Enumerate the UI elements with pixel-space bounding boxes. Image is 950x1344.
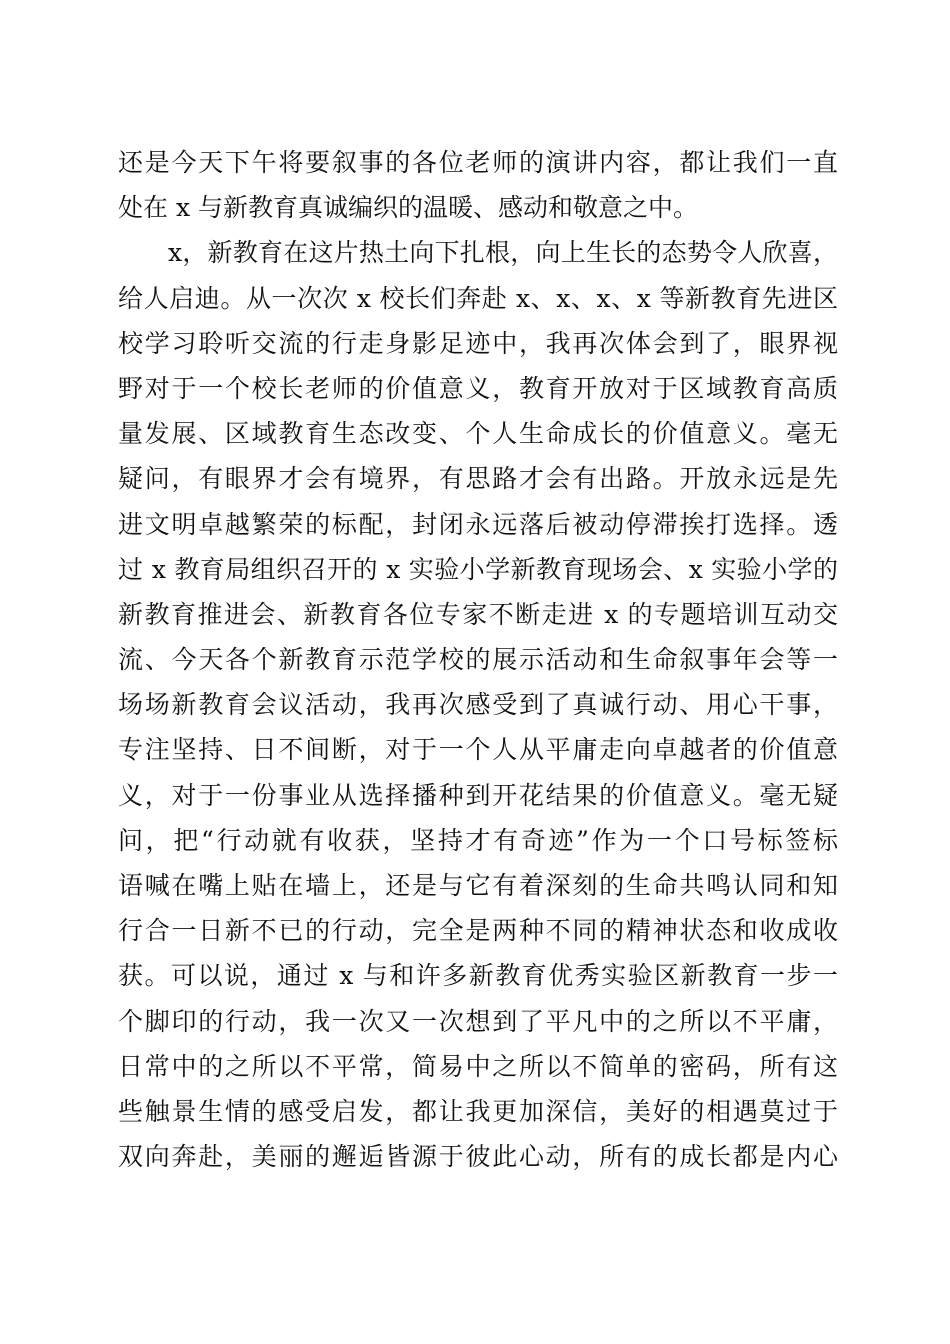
text-line: 疑问，有眼界才会有境界，有思路才会有出路。开放永远是先	[118, 464, 838, 494]
text-line: 日常中的之所以不平常，简易中之所以不简单的密码，所有这	[118, 1051, 838, 1081]
text-line: 野对于一个校长老师的价值意义，教育开放对于区域教育高质	[118, 373, 838, 403]
text-line: 行合一日新不已的行动，完全是两种不同的精神状态和收成收	[118, 916, 838, 946]
text-line: 校学习聆听交流的行走身影足迹中，我再次体会到了，眼界视	[118, 328, 838, 358]
body-text	[118, 140, 838, 1179]
text-line: 问，把“行动就有收获，坚持才有奇迹”作为一个口号标签标	[118, 825, 838, 855]
paragraph-main	[118, 230, 838, 1179]
text-line: 过 x 教育局组织召开的 x 实验小学新教育现场会、x 实验小学的	[118, 554, 838, 584]
text-line: 双向奔赴，美丽的邂逅皆源于彼此心动，所有的成长都是内心	[118, 1142, 838, 1172]
text-line: 个脚印的行动，我一次又一次想到了平凡中的之所以不平庸，	[118, 1006, 838, 1036]
text-line: 语喊在嘴上贴在墙上，还是与它有着深刻的生命共鸣认同和知	[118, 871, 838, 900]
paragraph-continued	[118, 140, 838, 230]
text-line: 处在 x 与新教育真诚编织的温暖、感动和敬意之中。	[118, 193, 698, 223]
text-line: 新教育推进会、新教育各位专家不断走进 x 的专题培训互动交	[118, 599, 838, 629]
text-line: 流、今天各个新教育示范学校的展示活动和生命叙事年会等一	[118, 645, 838, 675]
text-line: x，新教育在这片热土向下扎根，向上生长的态势令人欣喜，	[168, 238, 838, 268]
text-line: 量发展、区域教育生态改变、个人生命成长的价值意义。毫无	[118, 419, 838, 449]
text-line: 专注坚持、日不间断，对于一个人从平庸走向卓越者的价值意	[118, 735, 838, 765]
text-line: 进文明卓越繁荣的标配，封闭永远落后被动停滞挨打选择。透	[118, 509, 838, 539]
text-line: 还是今天下午将要叙事的各位老师的演讲内容，都让我们一直	[118, 148, 838, 177]
text-line: 场场新教育会议活动，我再次感受到了真诚行动、用心干事，	[118, 690, 838, 720]
text-line: 些触景生情的感受启发，都让我更加深信，美好的相遇莫过于	[118, 1096, 838, 1126]
text-line: 给人启迪。从一次次 x 校长们奔赴 x、x、x、x 等新教育先进区	[118, 283, 838, 313]
text-line: 义，对于一份事业从选择播种到开花结果的价值意义。毫无疑	[118, 780, 838, 810]
text-line: 获。可以说，通过 x 与和许多新教育优秀实验区新教育一步一	[118, 961, 838, 991]
